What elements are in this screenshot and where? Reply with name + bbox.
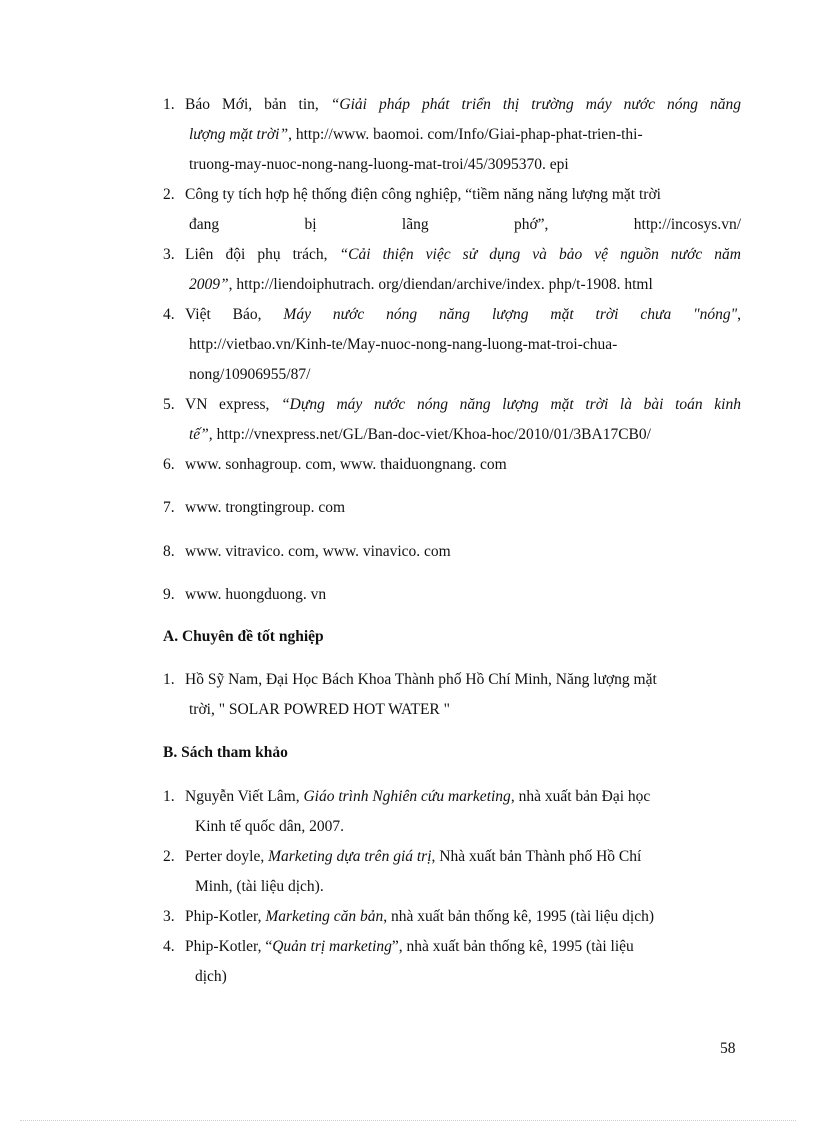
reference-title: 2009” — [189, 276, 229, 293]
reference-url: http://incosys.vn/ — [633, 216, 741, 233]
reference-title: “Giải pháp phát triển thị trường máy nước nóng năng — [330, 96, 741, 113]
reference-item — [163, 493, 741, 523]
reference-publisher: , nhà xuất bản thống kê, 1995 (tài liệu dịch) — [383, 908, 655, 925]
reference-title: “Cải thiện việc sử dụng và bảo vệ nguồn nước năm — [339, 246, 741, 263]
reference-url: , http://liendoiphutrach. org/diendan/archive/index. php/t-1908. html — [228, 276, 653, 293]
reference-author: Phip-Kotler, — [185, 908, 266, 925]
reference-item — [163, 580, 741, 610]
reference-item — [163, 450, 741, 480]
reference-number: 8. — [163, 543, 175, 560]
reference-title: Marketing dựa trên giá trị — [268, 848, 432, 865]
reference-text: phớ”, — [513, 216, 549, 233]
reference-publisher: Minh, (tài liệu dịch). — [195, 878, 324, 895]
reference-text: Công ty tích hợp hệ thống điện công nghiệp, “tiềm năng năng lượng mặt trời — [185, 186, 661, 203]
reference-item — [163, 932, 741, 992]
reference-author: Liên đội phụ trách, — [185, 246, 340, 263]
reference-url: www. trongtingroup. com — [185, 499, 346, 516]
reference-number: 4. — [163, 306, 175, 323]
section-heading-a: A. Chuyên đề tốt nghiệp — [163, 628, 324, 645]
reference-publisher: dịch) — [195, 968, 227, 985]
reference-title: Marketing căn bản — [265, 908, 384, 925]
reference-text: lãng — [401, 216, 429, 233]
reference-number: 3. — [163, 908, 175, 925]
reference-title: Máy nước nóng năng lượng mặt trời chưa "nóng" — [283, 306, 738, 323]
reference-number: 2. — [163, 186, 175, 203]
reference-url: www. vitravico. com, www. vinavico. com — [185, 543, 451, 560]
reference-item — [163, 782, 741, 842]
reference-url: www. sonhagroup. com, www. thaiduongnang. com — [185, 456, 507, 473]
reference-publisher: , nhà xuất bản Đại học — [510, 788, 651, 805]
section-heading-b: B. Sách tham khảo — [163, 744, 288, 761]
reference-item — [163, 300, 741, 390]
reference-number: 1. — [163, 671, 175, 688]
reference-author: Perter doyle, — [185, 848, 269, 865]
reference-item — [163, 537, 741, 567]
reference-title: Giáo trình Nghiên cứu marketing — [303, 788, 511, 805]
reference-item — [163, 842, 741, 902]
reference-item — [163, 240, 741, 300]
reference-number: 4. — [163, 938, 175, 955]
reference-publisher: Kinh tế quốc dân, 2007. — [195, 818, 344, 835]
reference-url: www. huongduong. vn — [185, 586, 327, 603]
reference-publisher: , Nhà xuất bản Thành phố Hồ Chí — [431, 848, 642, 865]
reference-title: Quản trị marketing — [272, 938, 392, 955]
reference-url: http://vietbao.vn/Kinh-te/May-nuoc-nong-nang-luong-mat-troi-chua- — [189, 336, 618, 353]
reference-number: 9. — [163, 586, 175, 603]
reference-url: http://vnexpress.net/GL/Ban-doc-viet/Khoa-hoc/2010/01/3BA17CB0/ — [212, 426, 651, 443]
reference-title: “Dựng máy nước nóng năng lượng mặt trời là bài toán kinh — [281, 396, 741, 413]
reference-url: truong-may-nuoc-nong-nang-luong-mat-troi/45/3095370. epi — [189, 156, 569, 173]
reference-number: 5. — [163, 396, 175, 413]
reference-text: Hồ Sỹ Nam, Đại Học Bách Khoa Thành phố Hồ Chí Minh, Năng lượng mặt — [185, 671, 657, 688]
reference-text: đang — [189, 216, 220, 233]
reference-item — [163, 902, 741, 932]
reference-item — [163, 390, 741, 450]
reference-number: 6. — [163, 456, 175, 473]
reference-author: Phip-Kotler, “ — [185, 938, 273, 955]
reference-item — [163, 90, 741, 180]
reference-author: VN express, — [185, 396, 282, 413]
reference-publisher: ”, nhà xuất bản thống kê, 1995 (tài liệu — [391, 938, 634, 955]
page-bottom-divider — [20, 1120, 796, 1121]
reference-url: , http://www. baomoi. com/Info/Giai-phap-phat-trien-thi- — [288, 126, 643, 143]
reference-url: nong/10906955/87/ — [189, 366, 311, 383]
reference-punctuation: , — [737, 306, 741, 323]
reference-author: Việt Báo, — [185, 306, 284, 323]
reference-number: 1. — [163, 788, 175, 805]
reference-item — [163, 180, 741, 240]
reference-title: tế”, — [189, 426, 213, 443]
reference-author: Báo Mới, bản tin, — [185, 96, 331, 113]
page-number: 58 — [720, 1040, 736, 1057]
reference-number: 2. — [163, 848, 175, 865]
reference-number: 7. — [163, 499, 175, 516]
reference-item — [163, 665, 741, 725]
reference-number: 1. — [163, 96, 175, 113]
reference-title: lượng mặt trời” — [189, 126, 289, 143]
reference-author: Nguyễn Viết Lâm, — [185, 788, 304, 805]
reference-text: bị — [304, 216, 317, 233]
reference-number: 3. — [163, 246, 175, 263]
reference-text: trời, " SOLAR POWRED HOT WATER " — [189, 701, 450, 718]
